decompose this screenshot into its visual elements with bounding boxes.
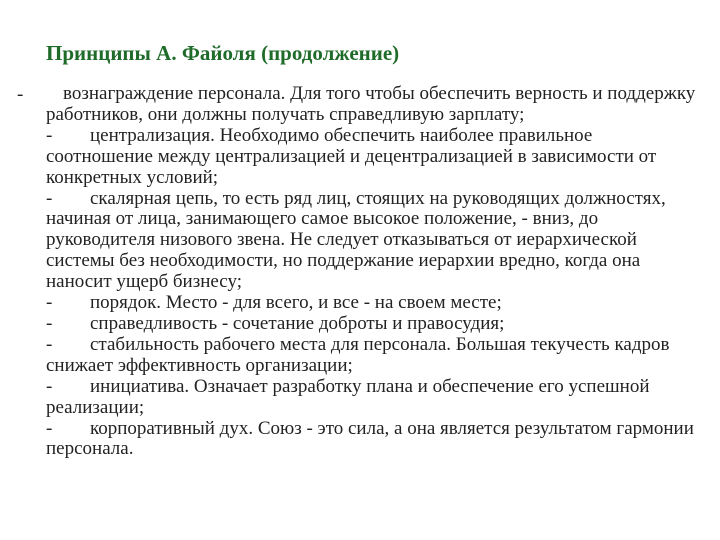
- list-item-text: порядок. Место - для всего, и все - на своем месте;: [90, 292, 502, 314]
- bullet-marker: -: [46, 292, 53, 314]
- intro-paragraph: вознаграждение персонала. Для того чтобы обеспечить верность и поддержку работников, они должны получать справедливую зарплату;: [46, 83, 696, 125]
- slide-title: Принципы А. Файоля (продолжение): [46, 41, 400, 65]
- list-item-text: справедливость - сочетание доброты и правосудия;: [90, 312, 505, 334]
- list-item-text: скалярная цепь, то есть ряд лиц, стоящих на руководящих должностях, начиная от лица, занимающего самое высокое положение, - вниз, до руководителя низового звена. Не следует отказываться от иерархической системы без необходимости, но поддержание иерархии вредно, когда она наносит ущерб бизнесу;: [46, 187, 666, 293]
- list-item-order: [46, 293, 696, 314]
- bullet-marker: -: [46, 417, 53, 439]
- outer-bullet-marker: -: [17, 84, 24, 105]
- list-item-text: стабильность рабочего места для персонала. Большая текучесть кадров снижает эффективность организации;: [46, 333, 670, 376]
- list-item-centralization: [46, 126, 696, 189]
- list-item-stability: [46, 335, 696, 377]
- bullet-marker: -: [46, 333, 53, 355]
- list-item-text: централизация. Необходимо обеспечить наиболее правильное соотношение между централизацией и децентрализацией в зависимости от конкретных условий;: [46, 124, 657, 188]
- bullet-marker: -: [46, 375, 53, 397]
- list-item-esprit-de-corps: [46, 419, 696, 461]
- list-item-scalar-chain: [46, 189, 696, 294]
- slide-body: [46, 84, 696, 460]
- bullet-marker: -: [46, 124, 53, 146]
- list-item-initiative: [46, 377, 696, 419]
- list-item-equity: [46, 314, 696, 335]
- list-item-text: корпоративный дух. Союз - это сила, а она является результатом гармонии персонала.: [46, 417, 694, 460]
- list-item-text: инициатива. Означает разработку плана и обеспечение его успешной реализации;: [46, 375, 650, 418]
- bullet-marker: -: [46, 187, 53, 209]
- bullet-marker: -: [46, 312, 53, 334]
